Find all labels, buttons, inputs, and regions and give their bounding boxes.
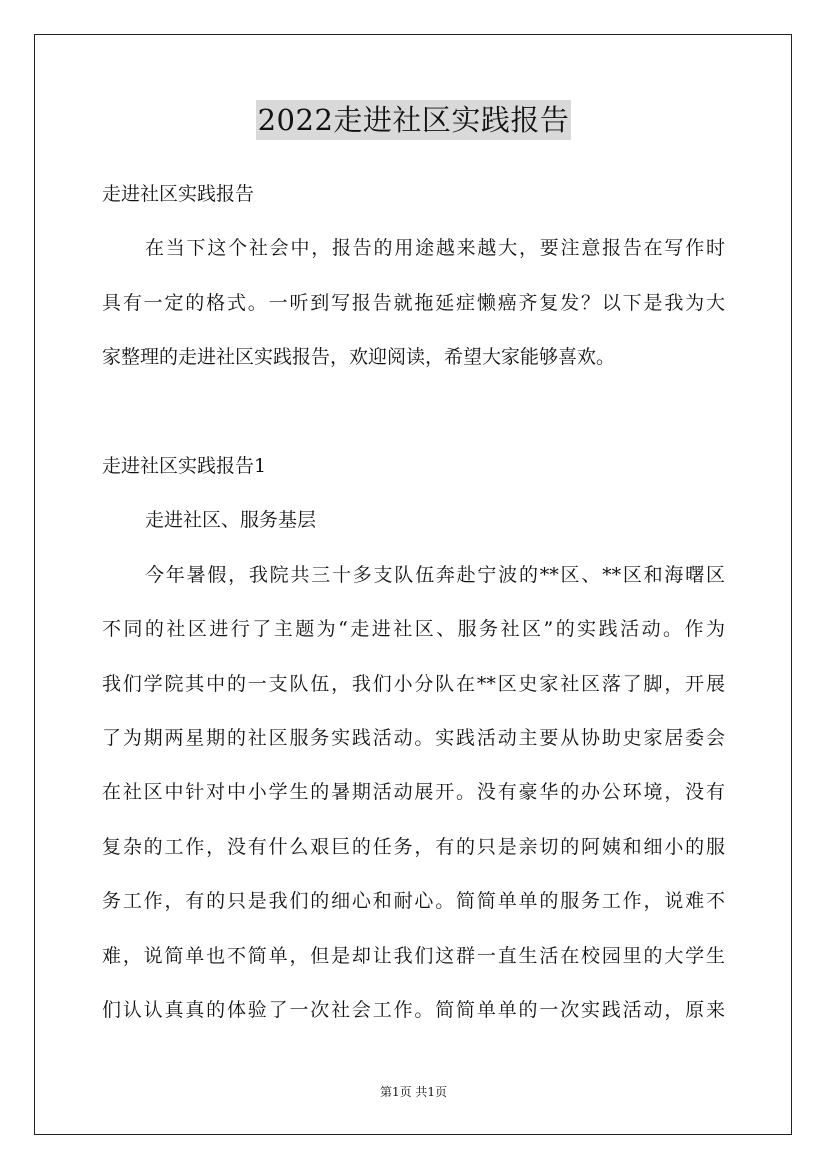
paragraph-line: 在当下这个社会中，报告的用途越来越大，要注意报告在写作时 [145, 237, 725, 259]
paragraph-line: 了为期两星期的社区服务实践活动。实践活动主要从协助史家居委会 [102, 727, 725, 749]
paragraph-line: 难，说简单也不简单，但是却让我们这群一直生活在校园里的大学生 [102, 945, 725, 967]
report-heading: 走进社区实践报告1 [102, 455, 267, 477]
paragraph-line: 们认认真真的体验了一次社会工作。简简单单的一次实践活动，原来 [102, 999, 725, 1021]
section-heading: 走进社区实践报告 [102, 183, 255, 205]
page-footer: 第1页 共1页 [379, 1085, 448, 1099]
title-container [0, 100, 827, 140]
report-subtitle: 走进社区、服务基层 [145, 509, 317, 531]
paragraph-line: 家整理的走进社区实践报告，欢迎阅读，希望大家能够喜欢。 [102, 346, 616, 368]
document-title: 2022走进社区实践报告 [256, 100, 572, 140]
paragraph-line: 我们学院其中的一支队伍，我们小分队在**区史家社区落了脚，开展 [102, 673, 725, 695]
paragraph-line: 不同的社区进行了主题为“走进社区、服务社区”的实践活动。作为 [102, 618, 725, 640]
paragraph-line: 今年暑假，我院共三十多支队伍奔赴宁波的**区、**区和海曙区 [145, 564, 725, 586]
paragraph-line: 具有一定的格式。一听到写报告就拖延症懒癌齐复发？以下是我为大 [102, 292, 725, 314]
paragraph-line: 在社区中针对中小学生的暑期活动展开。没有豪华的办公环境，没有 [102, 781, 725, 803]
paragraph-line: 务工作，有的只是我们的细心和耐心。简简单单的服务工作，说难不 [102, 890, 725, 912]
paragraph-line: 复杂的工作，没有什么艰巨的任务，有的只是亲切的阿姨和细小的服 [102, 836, 725, 858]
